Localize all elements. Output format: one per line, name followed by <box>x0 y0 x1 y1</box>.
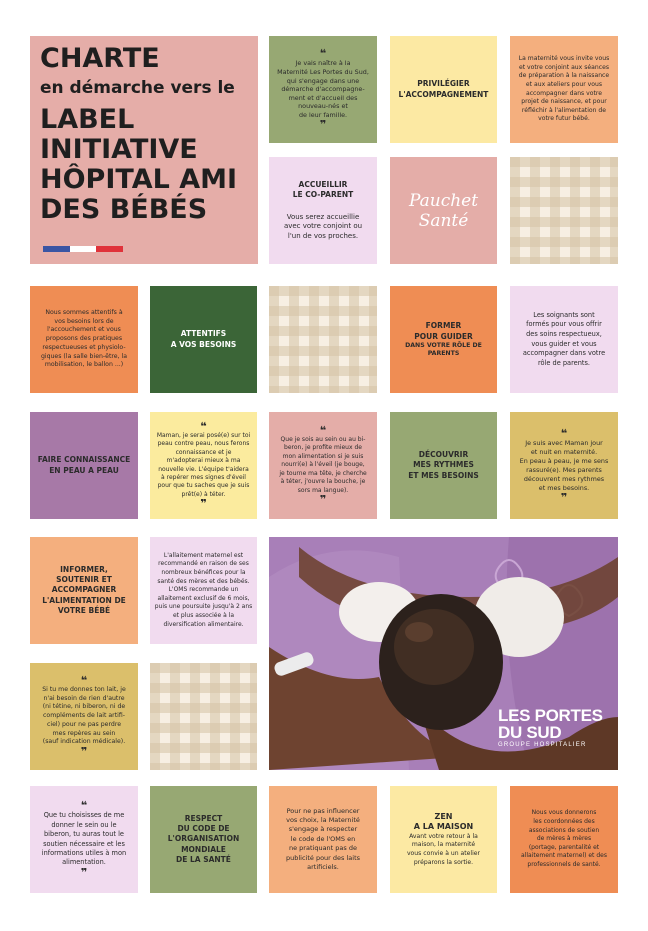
tile-signature <box>390 157 497 264</box>
tile-attentifs-text <box>30 286 138 393</box>
quote-open-icon: ❝ <box>200 419 207 433</box>
tile-check-pattern <box>269 286 377 393</box>
tile-check-pattern <box>510 157 618 264</box>
coordonnees-text: Nous vous donnerons les coordonnées des associations de soutien de mères à mères (portage, parentalité et allaitement maternel) et des professionnels de santé. <box>521 809 607 868</box>
rythmes-heading: DÉCOUVRIR MES RYTHMES ET MES BESOINS <box>408 449 479 480</box>
tile-maternite-quote <box>269 36 377 143</box>
influencer-text: Pour ne pas influencer vos choix, la Maternité s'engage à respecter le code de l'OMS en ne pratiquant pas de publicité pour des laits artificiels. <box>285 806 361 872</box>
tile-former <box>390 286 497 393</box>
tile-attentifs-heading <box>150 286 257 393</box>
quote-close-icon: ❞ <box>319 117 327 131</box>
brand-name-line2: DU SUD <box>498 723 562 742</box>
attentifs-text: Nous sommes attentifs à vos besoins lors de l'accouchement et vous proposons des pratiques respectueuses et physiolo- giques (la salle bien-être, la mobilisation, le ballon ...) <box>40 309 128 369</box>
flag-red-band <box>96 246 123 252</box>
choix-quote-text: Que tu choisisses de me donner le sein ou le biberon, tu auras tout le soutien nécessaire et les informations utiles à mon alimentation. <box>41 811 127 867</box>
quote-close-icon: ❞ <box>200 497 207 511</box>
title-line-hopital: HÔPITAL AMI <box>40 164 238 195</box>
flag-blue-band <box>43 246 70 252</box>
oms-heading: RESPECT DU CODE DE L'ORGANISATION MONDIALE DE LA SANTÉ <box>167 813 240 864</box>
quote-open-icon: ❝ <box>560 426 568 440</box>
tile-influencer <box>269 786 377 893</box>
invite-text: La maternité vous invite vous et votre conjoint aux séances de préparation à la naissance et aux ateliers pour vous accompagner dans votre projet de naissance, et pour réfléchir à l'alimentation de votre futur bébé. <box>518 55 610 123</box>
former-subheading: DANS VOTRE RÔLE DE PARENTS <box>405 342 482 357</box>
allaitement-text: L'allaitement maternel est recommandé en raison de ses nombreux bénéfices pour la santé des mères et des bébés. L'OMS recommande un allaitement exclusif de 6 mois, puis une poursuite jusqu'à 2 ans et plus associée à la diversification alimentaire. <box>154 551 253 628</box>
quote-close-icon: ❞ <box>80 745 88 759</box>
sein-quote-text: Que je sois au sein ou au bi- beron, je profite mieux de mon alimentation si je suis nourri(e) à l'éveil (je bouge, je tourne ma tête, je cherche à téter, j'ouvre la bouche, je sors ma langue). <box>279 436 367 494</box>
title-line-demarche: en démarche vers le <box>40 78 235 98</box>
title-line-label: LABEL <box>40 104 135 135</box>
zen-text: Avant votre retour à la maison, la maternité vous convie à un atelier préparons la sortie. <box>406 832 481 866</box>
tile-invite <box>510 36 618 143</box>
quote-close-icon: ❞ <box>560 490 568 504</box>
maternite-quote-text: Je vais naître à la Maternité Les Portes du Sud, qui s'engage dans une démarche d'accompagne- ment et d'accueil des nouveau-nés et de leur famille. <box>277 59 369 119</box>
attentifs-heading: ATTENTIFS A VOS BESOINS <box>170 329 237 349</box>
tile-oms <box>150 786 257 893</box>
newborn-photo <box>269 537 618 770</box>
tile-sein-quote <box>269 412 377 519</box>
tile-coparent <box>269 157 377 264</box>
tile-coordonnees <box>510 786 618 893</box>
tile-peau <box>30 412 138 519</box>
coparent-text: Vous serez accueillie avec votre conjoint ou l'un de vos proches. <box>283 212 363 240</box>
maman-quote-text: Maman, je serai posé(e) sur toi peau contre peau, nous ferons connaissance et je m'adopterai mieux à ma nouvelle vie. L'équipe t'aidera à repérer mes signes d'éveil pour que tu saches que je suis prêt(e) à téter. <box>156 431 251 498</box>
peau-heading: FAIRE CONNAISSANCE EN PEAU A PEAU <box>37 455 131 475</box>
quote-open-icon: ❝ <box>80 673 88 687</box>
brand-subtitle: GROUPE HOSPITALIER <box>498 742 587 748</box>
tile-informer <box>30 537 138 644</box>
quote-open-icon: ❝ <box>80 799 88 813</box>
tile-maman-quote <box>150 412 257 519</box>
charter-title-block <box>30 36 258 264</box>
brand-name-line1: LES PORTES <box>498 706 603 725</box>
tile-check-pattern <box>150 663 257 770</box>
tile-lait-quote <box>30 663 138 770</box>
title-line-bebes: DES BÉBÉS <box>40 194 208 225</box>
coparent-heading: ACCUEILLIR LE CO-PARENT <box>292 179 354 200</box>
tile-rythmes <box>390 412 497 519</box>
tile-soignants <box>510 286 618 393</box>
lait-quote-text: Si tu me donnes ton lait, je n'ai besoin de rien d'autre (ni tétine, ni biberon, ni de compléments de lait artifi- ciel) pour ne pas perdre mes repères au sein (sauf indication médicale). <box>42 685 126 746</box>
tile-jour-quote <box>510 412 618 519</box>
signature-logo: Pauchet Santé <box>408 190 479 231</box>
quote-open-icon: ❝ <box>319 424 327 438</box>
former-heading: FORMER POUR GUIDER <box>414 321 473 341</box>
quote-close-icon: ❞ <box>319 492 327 506</box>
tile-privilegier <box>390 36 497 143</box>
tile-allaitement <box>150 537 257 644</box>
quote-open-icon: ❝ <box>319 47 327 61</box>
quote-close-icon: ❞ <box>80 865 88 879</box>
french-flag <box>43 246 123 252</box>
tile-choix-quote <box>30 786 138 893</box>
jour-quote-text: Je suis avec Maman jour et nuit en maternité. En peau à peau, je me sens rassuré(e). Mes parents découvrent mes rythmes et mes besoins. <box>519 438 609 492</box>
zen-heading: ZEN A LA MAISON <box>413 811 474 832</box>
privilegier-heading: PRIVILÉGIER L'ACCOMPAGNEMENT <box>398 79 489 99</box>
flag-white-band <box>70 246 97 252</box>
tile-zen <box>390 786 497 893</box>
title-line-charte: CHARTE <box>40 43 160 74</box>
title-line-initiative: INITIATIVE <box>40 134 198 165</box>
informer-heading: INFORMER, SOUTENIR ET ACCOMPAGNER L'ALIMENTATION DE VOTRE BÉBÉ <box>42 564 126 615</box>
hospital-brand-logo <box>498 707 603 748</box>
soignants-text: Les soignants sont formés pour vous offrir des soins respectueux, vous guider et vous accompagner dans votre rôle de parents. <box>522 310 606 367</box>
